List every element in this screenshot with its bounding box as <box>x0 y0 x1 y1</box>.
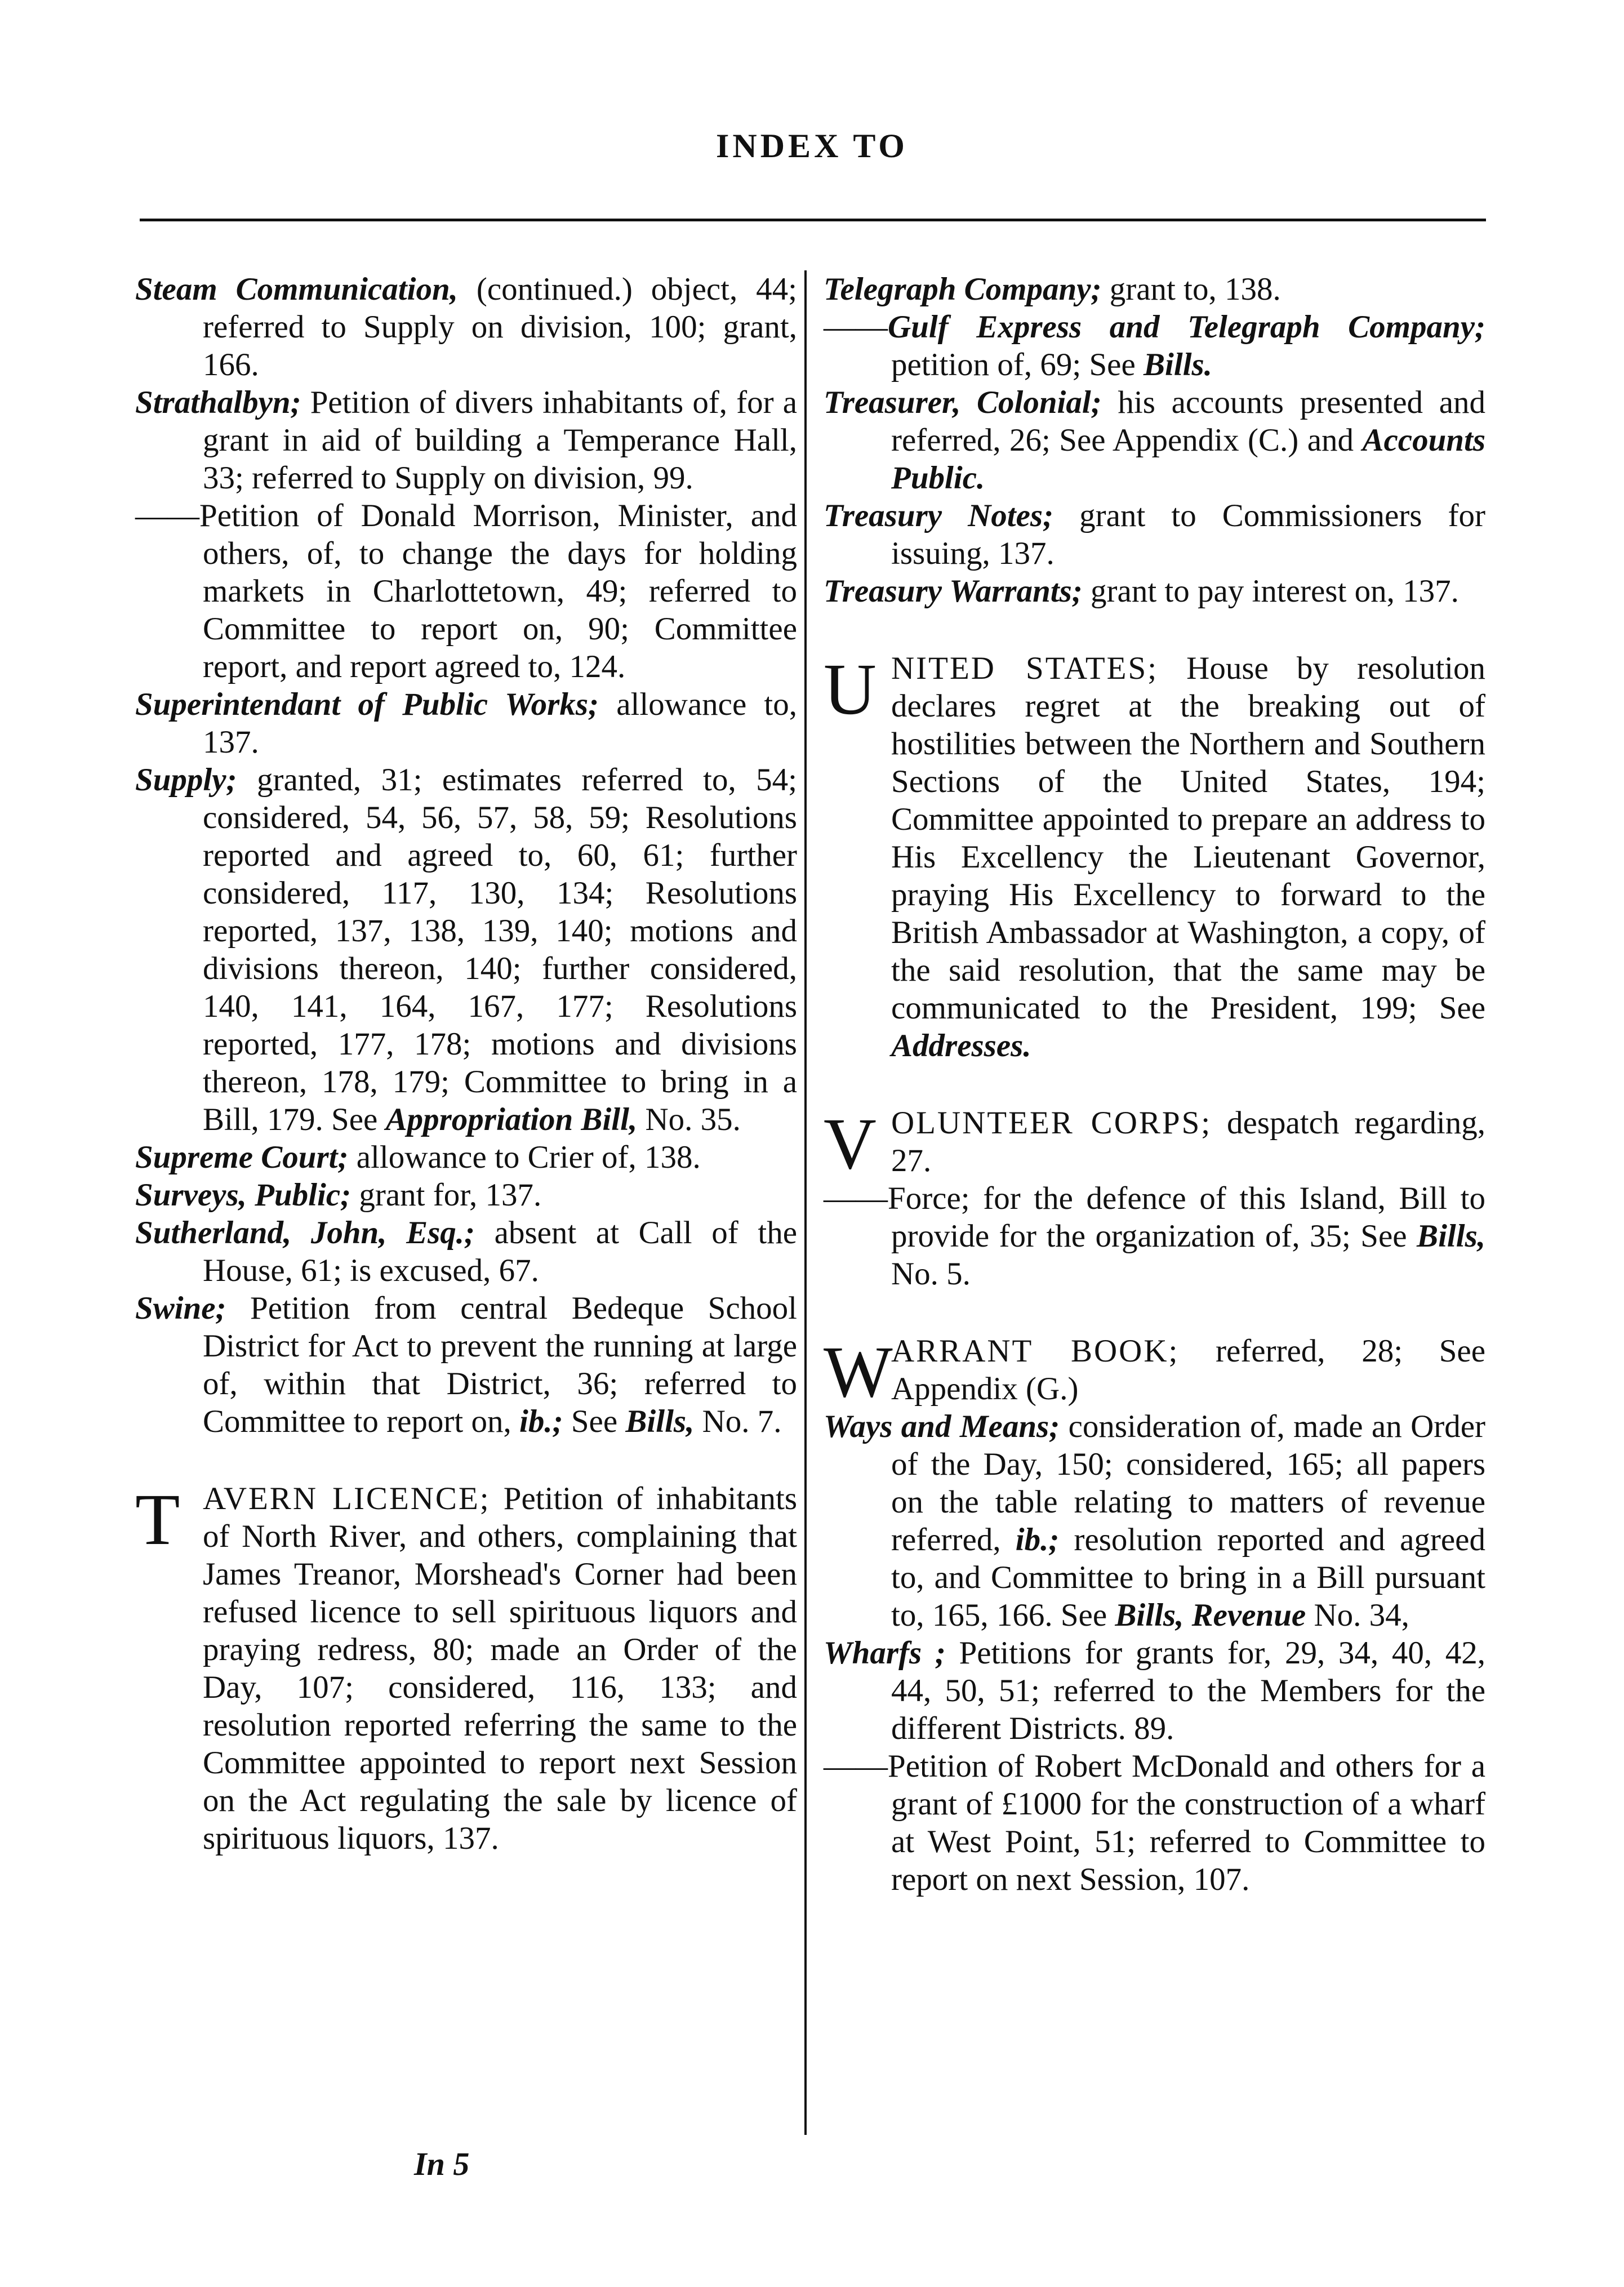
index-entry-telegraph: Telegraph Company; grant to, 138. <box>824 272 1281 307</box>
index-entry-steam: Steam Communication, (continued.) object, 44; referred to Supply on division, 100; grant, 166. <box>135 272 797 382</box>
column-divider <box>804 270 807 2135</box>
left-column <box>135 270 797 1857</box>
drop-cap-u: U <box>824 649 876 730</box>
index-section-w: W ARRANT BOOK; referred, 28; See Appendix (G.) <box>824 1332 1485 1413</box>
index-entry-swine: Swine; Petition from central Bedeque School District for Act to prevent the running at large of, within that District, 36; referred to Committee to report on, ib.; See Bills, No. 7. <box>135 1291 797 1439</box>
drop-cap-w: W <box>824 1332 893 1413</box>
index-subentry-volunteer-force: ——Force; for the defence of this Island, Bill to provide for the organization of, 35; See Bills, No. 5. <box>824 1181 1486 1292</box>
drop-cap-t: T <box>135 1479 180 1560</box>
index-subentry-strathalbyn: ——Petition of Donald Morrison, Minister, and others, of, to change the days for holding markets in Charlottetown, 49; referred to Committee to report on, 90; Committee report, and report agreed to, 124. <box>135 498 797 684</box>
page-title: INDEX TO <box>716 127 908 164</box>
index-entry-treasury-notes: Treasury Notes; grant to Commissioners for issuing, 137. <box>824 498 1486 571</box>
index-entry-supply: Supply; granted, 31; estimates referred to, 54; considered, 54, 56, 57, 58, 59; Resolutions reported and agreed to, 60, 61; further considered, 117, 130, 134; Resolutions reported, 137, 138, 139, 140; motions and divisions thereon, 140; further considered, 140, 141, 164, 167, 177; Resolutions reported, 177, 178; motions and divisions thereon, 178, 179; Committee to bring in a Bill, 179. See Appropriation Bill, No. 35. <box>135 762 798 1137</box>
index-entry-supreme-court: Supreme Court; allowance to Crier of, 138. <box>135 1140 701 1175</box>
index-entry-treasury-warrants: Treasury Warrants; grant to pay interest on, 137. <box>824 573 1459 609</box>
index-section-t: T AVERN LICENCE; Petition of inhabitants of North River, and others, complaining that James Treanor, Morshead's Corner had been refused licence to sell spirituous liquors and praying redress, 80; made an Order of the Day, 107; considered, 116, 133; and resolution reported referring the same to the Committee appointed to report next Session on the Act regulating the sale by licence of spirituous liquors, 137. <box>135 1479 798 1856</box>
index-entry-wharfs: Wharfs ; Petitions for grants for, 29, 34, 40, 42, 44, 50, 51; referred to the Members for the different Districts. 89. <box>824 1635 1485 1746</box>
index-entry-sutherland: Sutherland, John, Esq.; absent at Call of the House, 61; is excused, 67. <box>135 1215 797 1288</box>
index-entry-ways-and-means: Ways and Means; consideration of, made an Order of the Day, 150; considered, 165; all papers on the table relating to matters of revenue referred, ib.; resolution reported and agreed to, and Committee to bring in a Bill pursuant to, 165, 166. See Bills, Revenue No. 34, <box>824 1409 1486 1633</box>
index-subentry-gulf-express: ——Gulf Express and Telegraph Company; petition of, 69; See Bills. <box>824 309 1485 382</box>
index-entry-surveys: Surveys, Public; grant for, 137. <box>135 1177 542 1213</box>
index-subentry-wharfs-petition: ——Petition of Robert McDonald and others for a grant of £1000 for the construction of a wharf at West Point, 51; referred to Committee to report on next Session, 107. <box>824 1748 1485 1897</box>
index-entry-treasurer: Treasurer, Colonial; his accounts presented and referred, 26; See Appendix (C.) and Accounts Public. <box>824 385 1486 496</box>
drop-cap-v: V <box>824 1104 876 1185</box>
index-entry-strathalbyn: Strathalbyn; Petition of divers inhabitants of, for a grant in aid of building a Temperance Hall, 33; referred to Supply on division, 99. <box>135 385 798 496</box>
header-rule <box>140 219 1486 221</box>
index-entry-superintendant: Superintendant of Public Works; allowance to, 137. <box>135 687 797 760</box>
signature-mark: In 5 <box>414 2146 470 2182</box>
index-section-u: U NITED STATES; House by resolution declares regret at the breaking out of hostilities between the Northern and Southern Sections of the United States, 194; Committee appointed to prepare an address to His Excellency the Lieutenant Governor, praying His Excellency to forward to the British Ambassador at Washington, a copy, of the said resolution, that the same may be communicated to the President, 199; See Addresses. <box>824 649 1485 1064</box>
index-section-v: V OLUNTEER CORPS; despatch regarding, 27. <box>824 1104 1485 1185</box>
right-column <box>824 270 1485 1898</box>
